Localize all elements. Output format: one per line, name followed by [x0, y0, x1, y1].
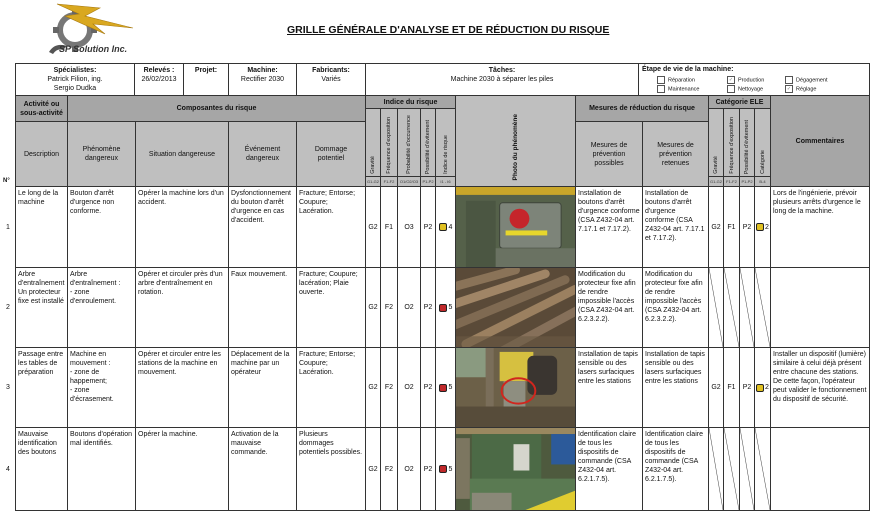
- cat-cell-not-applicable: [723, 267, 740, 348]
- header-num: N°: [3, 178, 10, 184]
- indice-value: 4: [448, 223, 453, 231]
- cat-cell-g: G2: [708, 347, 724, 428]
- diagonal-strike-icon: [709, 268, 723, 347]
- row-number: 4: [0, 427, 16, 511]
- diagonal-strike-icon: [755, 428, 770, 510]
- risk-medium-indicator-icon: [439, 223, 447, 231]
- taches-cell: [365, 63, 639, 96]
- risk-high-indicator-icon: [439, 304, 447, 312]
- cell-possibles: Installation de boutons d'arrêt d'urgence conforme (CSA Z432-04 art. 7.17.1 et 7.17.2).: [575, 186, 643, 268]
- range-i: I1 - I6: [435, 176, 456, 187]
- cell-description: Passage entre les tables de préparation: [15, 347, 68, 428]
- projet-label: Projet:: [194, 67, 218, 74]
- range-f: F1-F2: [380, 176, 398, 187]
- diagonal-strike-icon: [755, 268, 770, 347]
- etape-maintenance[interactable]: Maintenance: [657, 85, 700, 94]
- header-cat-categorie: Catégorie: [754, 108, 771, 177]
- cell-phenomene: Arbre d'entraînement : - zone d'enroulement.: [67, 267, 136, 348]
- cat-cell-f: F1: [723, 186, 740, 268]
- cell-o: O2: [397, 427, 421, 511]
- category-indicator-icon: [756, 223, 764, 231]
- checkbox-checked-icon[interactable]: ✓: [728, 77, 734, 83]
- etape-cell: [638, 63, 870, 96]
- checkbox-unchecked-icon[interactable]: [657, 76, 665, 84]
- cell-retenues: Installation de boutons d'arrêt d'urgence conforme (CSA Z432-04 art. 7.17.1 et 7.17.2).: [642, 186, 709, 268]
- cell-p: P2: [420, 347, 436, 428]
- header-possibles: Mesures de prévention possibles: [575, 121, 643, 187]
- range-g: G1-G2: [365, 176, 381, 187]
- cell-phenomene: Bouton d'arrêt d'urgence non conforme.: [67, 186, 136, 268]
- category-indicator-icon: [756, 384, 764, 392]
- etape-reglage[interactable]: ✓ Réglage: [786, 86, 817, 93]
- risk-high-indicator-icon: [439, 384, 447, 392]
- cat-cell-not-applicable: [723, 427, 740, 511]
- etape-production[interactable]: ✓ Production: [728, 77, 765, 84]
- cat-range-g: G1-G2: [708, 176, 724, 187]
- cell-phenomene: Boutons d'opération mal identifiés.: [67, 427, 136, 511]
- indice-value: 5: [448, 304, 453, 311]
- cell-evenement: Dysfonctionnement du bouton d'arrêt d'urgence en cas d'accident.: [228, 186, 297, 268]
- cat-cell-not-applicable: [708, 267, 724, 348]
- row-number: 3: [0, 347, 16, 428]
- indice-value: 5: [448, 384, 453, 391]
- releves-label: Relevés :: [143, 67, 175, 74]
- cell-evenement: Activation de la mauvaise commande.: [228, 427, 297, 511]
- cat-cell-p: P2: [739, 186, 755, 268]
- cell-p: P2: [420, 427, 436, 511]
- diagonal-strike-icon: [740, 428, 754, 510]
- specialiste-1: Patrick Filion, ing.: [47, 76, 103, 83]
- specialistes-label: Spécialistes:: [53, 67, 97, 74]
- cell-o: O3: [397, 186, 421, 268]
- cell-possibles: Modification du protecteur fixe afin de rendre impossible l'accès (CSA Z432-04 art. 6.2.3.2.2).: [575, 267, 643, 348]
- cell-o: O2: [397, 347, 421, 428]
- cell-situation: Opérer et circuler entre les stations de la machine en mouvement.: [135, 347, 229, 428]
- cell-situation: Opérer la machine lors d'un accident.: [135, 186, 229, 268]
- header-situation: Situation dangereuse: [135, 121, 229, 187]
- header-frequence: Fréquence d'exposition: [380, 108, 398, 177]
- fabricants-label: Fabricants:: [312, 67, 350, 74]
- page-title: GRILLE GÉNÉRALE D'ANALYSE ET DE RÉDUCTION DU RISQUE: [287, 24, 610, 36]
- cell-o: O2: [397, 267, 421, 348]
- diagonal-strike-icon: [724, 268, 739, 347]
- cell-dommage: Fracture; Entorse; Coupure; Lacération.: [296, 347, 366, 428]
- row-number: 1: [0, 186, 16, 268]
- drive-shaft-rollers-photo: [455, 267, 576, 348]
- cell-g: G2: [365, 427, 381, 511]
- control-buttons-photo: [455, 427, 576, 511]
- etape-degagement[interactable]: Dégagement: [785, 76, 828, 85]
- header-cat-gravite: Gravité: [708, 108, 724, 177]
- header-cat-frequence: Fréquence d'exposition: [723, 108, 740, 177]
- header-categorie: Catégorie ELE: [708, 95, 771, 109]
- cat-cell-not-applicable: [754, 427, 771, 511]
- diagonal-strike-icon: [740, 268, 754, 347]
- cat-cell-not-applicable: [708, 427, 724, 511]
- checkbox-unchecked-icon[interactable]: [657, 85, 665, 93]
- header-retenues: Mesures de prévention retenues: [642, 121, 709, 187]
- company-logo: [45, 2, 170, 58]
- emergency-stop-button-photo: [455, 186, 576, 268]
- cell-retenues: Modification du protecteur fixe afin de rendre impossible l'accès (CSA Z432-04 art. 6.2.3.2.2).: [642, 267, 709, 348]
- cat-range-f: F1-F2: [723, 176, 740, 187]
- etape-label: Étape de vie de la machine:: [642, 66, 734, 73]
- cell-dommage: Fracture; Entorse; Coupure; Lacération.: [296, 186, 366, 268]
- categorie-value: 2: [765, 223, 769, 231]
- cat-range-p: P1-P2: [739, 176, 755, 187]
- cell-p: P2: [420, 186, 436, 268]
- cell-possibles: Installation de tapis sensible ou des lasers surfaciques entre les stations: [575, 347, 643, 428]
- fabricants-cell: [296, 63, 366, 96]
- header-activite: Activité ou sous-activité: [15, 95, 68, 122]
- fabricants-value: Variés: [321, 76, 341, 83]
- header-evenement: Événement dangereux: [228, 121, 297, 187]
- header-photo: [455, 95, 576, 187]
- header-cat-possibilite: Possibilité d'évitement: [739, 108, 755, 177]
- machine-cell: [228, 63, 297, 96]
- cell-f: F1: [380, 186, 398, 268]
- categorie-value: 2: [765, 384, 769, 391]
- cell-indice: [435, 186, 456, 268]
- cat-cell-f: F1: [723, 347, 740, 428]
- cell-situation: Opérer et circuler près d'un arbre d'entraînement en rotation.: [135, 267, 229, 348]
- passage-between-tables-photo: [455, 347, 576, 428]
- logo-text: SP Solution Inc.: [59, 44, 128, 54]
- cell-commentaires: Lors de l'ingénierie, prévoir plusieurs arrêts d'urgence le long de la machine.: [770, 186, 870, 268]
- cat-cell-categorie: [754, 347, 771, 428]
- header-dommage: Dommage potentiel: [296, 121, 366, 187]
- range-p: P1-P2: [420, 176, 436, 187]
- cell-commentaires: [770, 427, 870, 511]
- range-o: O1/O2/O3: [397, 176, 421, 187]
- cat-cell-g: G2: [708, 186, 724, 268]
- cell-retenues: Installation de tapis sensible ou des lasers surfaciques entre les stations: [642, 347, 709, 428]
- cell-g: G2: [365, 267, 381, 348]
- machine-value: Rectifier 2030: [240, 76, 285, 83]
- cell-situation: Opérer la machine.: [135, 427, 229, 511]
- cell-commentaires: [770, 267, 870, 348]
- etape-nettoyage[interactable]: Nettoyage: [727, 85, 764, 94]
- checkbox-checked-icon[interactable]: ✓: [786, 86, 792, 93]
- cell-indice: [435, 427, 456, 511]
- cell-dommage: Fracture; Coupure; lacération; Plaie ouverte.: [296, 267, 366, 348]
- cell-indice: [435, 347, 456, 428]
- taches-value: Machine 2030 à séparer les piles: [450, 76, 554, 83]
- checkbox-unchecked-icon[interactable]: [727, 85, 735, 93]
- cell-description: Mauvaise identification des boutons: [15, 427, 68, 511]
- cell-description: Le long de la machine: [15, 186, 68, 268]
- cat-cell-p: P2: [739, 347, 755, 428]
- releves-date: 26/02/2013: [141, 76, 177, 83]
- header-indice: Indice du risque: [365, 95, 456, 109]
- diagonal-strike-icon: [724, 428, 739, 510]
- cat-cell-categorie: [754, 186, 771, 268]
- cell-phenomene: Machine en mouvement : - zone de happement; - zone d'écrasement.: [67, 347, 136, 428]
- cat-cell-not-applicable: [754, 267, 771, 348]
- checkbox-unchecked-icon[interactable]: [785, 76, 793, 84]
- cat-cell-not-applicable: [739, 267, 755, 348]
- risk-high-indicator-icon: [439, 465, 447, 473]
- header-possibilite: Possibilité d'évitement: [420, 108, 436, 177]
- cell-evenement: Faux mouvement.: [228, 267, 297, 348]
- machine-label: Machine:: [247, 67, 278, 74]
- cell-evenement: Déplacement de la machine par un opérateur: [228, 347, 297, 428]
- header-phenomene: Phénomène dangereux: [67, 121, 136, 187]
- cell-description: Arbre d'entraînement Un protecteur fixe est installé: [15, 267, 68, 348]
- taches-label: Tâches:: [488, 67, 516, 74]
- projet-cell: [183, 63, 229, 96]
- cell-indice: [435, 267, 456, 348]
- cell-f: F2: [380, 267, 398, 348]
- cat-cell-not-applicable: [739, 427, 755, 511]
- cell-possibles: Identification claire de tous les dispositifs de commande (CSA Z432-04 art. 6.2.1.7.5).: [575, 427, 643, 511]
- cell-f: F2: [380, 347, 398, 428]
- indice-value: 5: [448, 465, 453, 473]
- header-indice-risque: Indice de risque: [435, 108, 456, 177]
- row-number: 2: [0, 267, 16, 348]
- specialiste-2: Sergio Dudka: [53, 85, 97, 92]
- cell-p: P2: [420, 267, 436, 348]
- header-gravite: Gravité: [365, 108, 381, 177]
- cell-commentaires: Installer un dispositif (lumière) similaire à celui déjà présent entre chacune des stations. De cette façon, l'opérateur peut valider le fonctionnement du dispositif de sécurité.: [770, 347, 870, 428]
- header-photo-label: Photo du phénomène: [512, 113, 519, 180]
- cell-retenues: Identification claire de tous les dispositifs de commande (CSA Z432-04 art. 6.2.1.7.5).: [642, 427, 709, 511]
- header-probabilite: Probabilité d'occurrence: [397, 108, 421, 177]
- cell-g: G2: [365, 347, 381, 428]
- header-commentaires: Commentaires: [770, 95, 870, 187]
- etape-reparation[interactable]: Réparation: [657, 76, 700, 85]
- header-mesures: Mesures de réduction du risque: [575, 95, 709, 122]
- cell-dommage: Plusieurs dommages potentiels possibles.: [296, 427, 366, 511]
- releves-cell: [134, 63, 184, 96]
- cat-range-b: B-4: [754, 176, 771, 187]
- cell-f: F2: [380, 427, 398, 511]
- diagonal-strike-icon: [709, 428, 723, 510]
- header-description: Description: [15, 121, 68, 187]
- specialistes-cell: [15, 63, 135, 96]
- header-composantes: Composantes du risque: [67, 95, 366, 122]
- cell-g: G2: [365, 186, 381, 268]
